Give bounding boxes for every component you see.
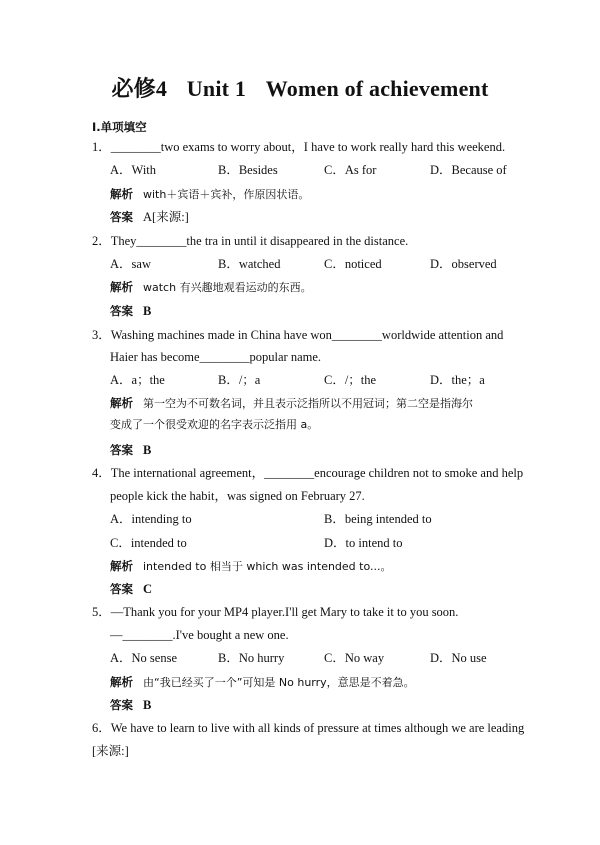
q2-analysis-text: watch 有兴趣地观看运动的东西。: [143, 281, 312, 294]
question-4-stem-line-2: people kick the habit，was signed on February 27.: [110, 489, 365, 503]
analysis-label: 解析: [110, 187, 133, 201]
q3-analysis: [110, 395, 473, 412]
answer-label: 答案: [110, 304, 133, 318]
answer-label: 答案: [110, 443, 133, 457]
q2-answer: [110, 303, 151, 319]
page-title: [0, 72, 600, 103]
q1-answer: [110, 209, 189, 225]
q3-option-b: B．/；a: [218, 373, 261, 387]
q2-analysis: [110, 279, 312, 296]
question-4-stem-line-1: 4．The international agreement，________encourage children not to smoke and help: [92, 466, 524, 480]
q5-analysis-text: 由“我已经买了一个”可知是 No hurry，意思是不着急。: [143, 676, 415, 689]
title-unit: Unit 1: [186, 76, 247, 101]
q3-analysis-text-1: 第一空为不可数名词，并且表示泛指所以不用冠词；第二空是指海尔: [143, 397, 473, 410]
answer-label: 答案: [110, 210, 133, 224]
q4-analysis: [110, 558, 392, 575]
question-3-stem-line-2: Haier has become________popular name.: [110, 350, 322, 364]
q3-answer-value: B: [143, 443, 152, 457]
q3-option-c: C．/；the: [324, 373, 377, 387]
q4-option-c: C．intended to: [110, 536, 187, 550]
q2-option-d: D．observed: [430, 257, 497, 271]
q4-option-a: A．intending to: [110, 512, 192, 526]
q1-analysis-text: with＋宾语＋宾补，作原因状语。: [143, 188, 310, 201]
question-1-stem: 1．________two exams to worry about，I have to work really hard this weekend.: [92, 140, 506, 154]
q2-option-b: B．watched: [218, 257, 281, 271]
q5-option-d: D．No use: [430, 651, 487, 665]
q1-option-c: C．As for: [324, 163, 377, 177]
q4-answer: [110, 581, 152, 597]
analysis-label: 解析: [110, 675, 133, 689]
analysis-label: 解析: [110, 559, 133, 573]
q3-analysis-text-2: 变成了一个很受欢迎的名字表示泛指用 a。: [110, 418, 319, 431]
section-heading: Ⅰ.单项填空: [92, 120, 147, 134]
answer-label: 答案: [110, 698, 133, 712]
q1-answer-value: A[来源:]: [143, 210, 189, 224]
q5-analysis: [110, 674, 415, 691]
q2-option-c: C．noticed: [324, 257, 382, 271]
q3-option-d: D．the；a: [430, 373, 485, 387]
title-book: 必修4: [111, 76, 168, 101]
q5-option-a: A．No sense: [110, 651, 178, 665]
q4-option-d: D．to intend to: [324, 536, 403, 550]
q5-answer-value: B: [143, 698, 152, 712]
q2-option-a: A．saw: [110, 257, 151, 271]
q1-analysis: [110, 186, 309, 203]
q1-option-b: B．Besides: [218, 163, 278, 177]
q3-answer: [110, 442, 151, 458]
q3-option-a: A．a；the: [110, 373, 165, 387]
question-2-stem: 2．They________the tra in until it disappeared in the distance.: [92, 234, 409, 248]
q5-option-b: B．No hurry: [218, 651, 285, 665]
q1-option-a: A．With: [110, 163, 157, 177]
q5-option-c: C．No way: [324, 651, 385, 665]
q4-option-b: B．being intended to: [324, 512, 432, 526]
question-6-stem-line-2: [来源:]: [92, 744, 129, 758]
q1-option-d: D．Because of: [430, 163, 507, 177]
q2-answer-value: B: [143, 304, 152, 318]
question-6-stem-line-1: 6．We have to learn to live with all kinds of pressure at times although we are leading: [92, 721, 525, 735]
question-5-stem-line-1: 5．—Thank you for your MP4 player.I'll get Mary to take it to you soon.: [92, 605, 459, 619]
title-topic: Women of achievement: [265, 76, 489, 101]
question-3-stem-line-1: 3．Washing machines made in China have won________worldwide attention and: [92, 328, 504, 342]
analysis-label: 解析: [110, 280, 133, 294]
answer-label: 答案: [110, 582, 133, 596]
q4-analysis-text: intended to 相当于 which was intended to...。: [143, 560, 392, 573]
q4-answer-value: C: [143, 582, 153, 596]
question-5-stem-line-2: —________.I've bought a new one.: [110, 628, 289, 642]
q5-answer: [110, 697, 151, 713]
analysis-label: 解析: [110, 396, 133, 410]
